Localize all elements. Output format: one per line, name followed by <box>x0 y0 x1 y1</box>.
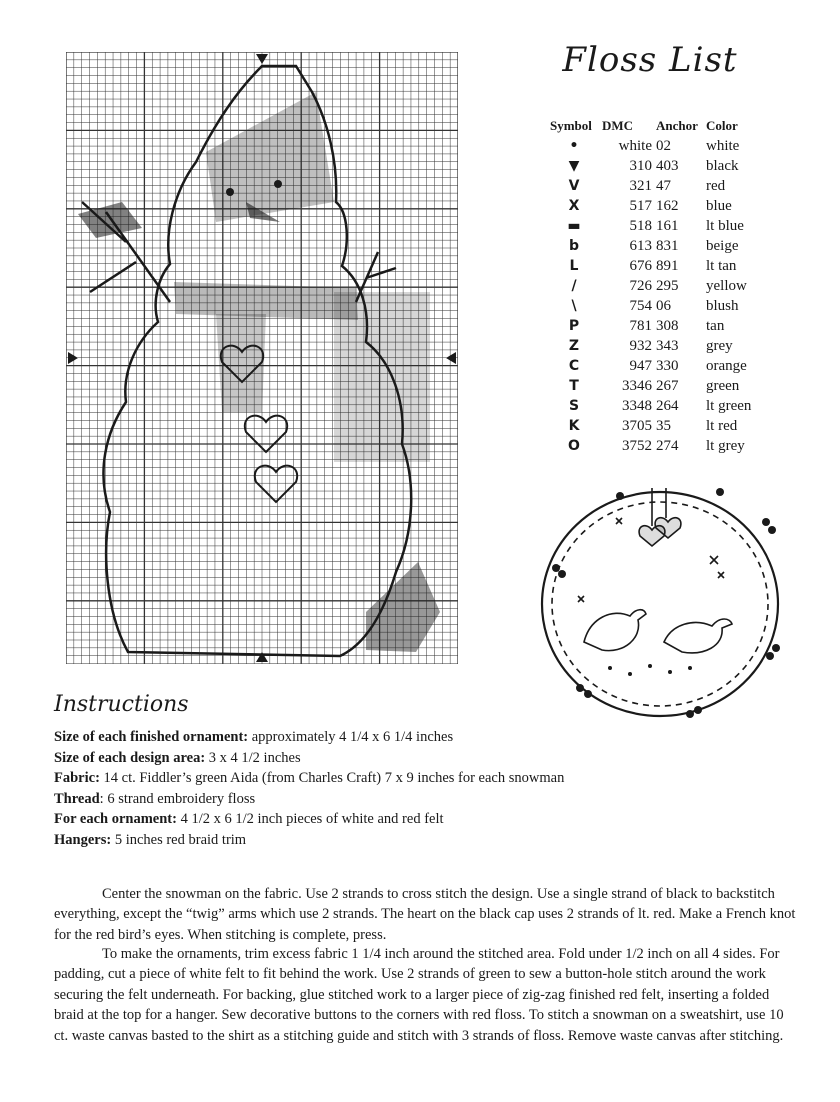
floss-dmc: 3705 <box>622 418 652 434</box>
floss-symbol: / <box>571 278 577 294</box>
floss-dmc: 676 <box>629 258 652 274</box>
floss-color: grey <box>706 338 733 354</box>
floss-color: blush <box>706 298 739 314</box>
floss-row <box>550 136 755 156</box>
instructions-paragraph-2: To make the ornaments, trim excess fabric 1 1/4 inch around the stitched area. Fold under 1/2 inch on all 4 sides. For padding, cut a piece of white felt to fit behind the work. Use 2 strands of green to sew a button-hole stitch around the work securing the felt underneath. For backing, glue stitched work to a larger piece of zig-zag finished red felt, inserting a folded braid at the top for a hanger. Sew decorative buttons to the corners with red floss. To stitch a snowman on a sweatshirt, use 10 ct. waste canvas basted to the shirt as a stitching guide and stitch with 3 strands of floss. Remove waste canvas after stitching. <box>54 945 784 1044</box>
floss-anchor: 403 <box>656 158 679 174</box>
floss-anchor: 891 <box>656 258 679 274</box>
floss-row <box>550 376 755 396</box>
floss-row <box>550 416 755 436</box>
floss-row <box>550 176 755 196</box>
floss-color: white <box>706 138 740 154</box>
floss-symbol: P <box>568 318 580 334</box>
floss-symbol: ▼ <box>568 158 580 174</box>
floss-dmc: 613 <box>629 238 652 254</box>
floss-row <box>550 256 755 276</box>
floss-dmc: 321 <box>629 178 652 194</box>
header-dmc: DMC <box>602 118 634 133</box>
floss-row <box>550 396 755 416</box>
floss-dmc: white <box>618 138 652 154</box>
floss-symbol: V <box>568 178 580 194</box>
instructions-paragraph-1: Center the snowman on the fabric. Use 2 strands to cross stitch the design. Use a single strand of black to backstitch everything, except the “twig” arms which use 2 strands. The heart on the black cap uses 2 strands of lt. red. Make a French knot for the red bird’s eyes. When stitching is complete, press. <box>54 885 796 943</box>
floss-header-row <box>550 118 755 136</box>
floss-dmc: 3752 <box>622 438 652 454</box>
header-color: Color <box>706 118 738 133</box>
floss-dmc: 517 <box>629 198 652 214</box>
floss-anchor: 343 <box>656 338 679 354</box>
floss-color: beige <box>706 238 739 254</box>
spec-finished-size: Size of each finished ornament: approximately 4 1/4 x 6 1/4 inches <box>54 729 454 745</box>
header-anchor: Anchor <box>656 118 698 133</box>
floss-dmc: 3346 <box>622 378 652 394</box>
floss-symbol: ▬ <box>567 218 581 234</box>
floss-color: lt green <box>706 398 752 414</box>
floss-dmc: 947 <box>629 358 652 374</box>
floss-anchor: 267 <box>656 378 679 394</box>
floss-symbol: X <box>568 198 580 214</box>
floss-color: blue <box>706 198 732 214</box>
floss-anchor: 264 <box>656 398 679 414</box>
floss-anchor: 47 <box>656 178 671 194</box>
floss-dmc: 781 <box>629 318 652 334</box>
floss-dmc: 726 <box>629 278 652 294</box>
spec-hangers: Hangers: 5 inches red braid trim <box>54 831 247 848</box>
floss-color: lt tan <box>706 258 737 274</box>
floss-row <box>550 196 755 216</box>
floss-symbol: O <box>568 438 580 454</box>
floss-symbol: b <box>568 238 580 254</box>
floss-dmc: 518 <box>629 218 652 234</box>
cross-stitch-chart <box>66 52 458 664</box>
floss-row <box>550 316 755 336</box>
floss-symbol: T <box>569 378 579 394</box>
floss-anchor: 35 <box>656 418 671 434</box>
floss-anchor: 330 <box>656 358 679 374</box>
floss-color: lt red <box>706 418 738 434</box>
instructions-title: Instructions <box>54 692 189 717</box>
snowman-pattern <box>78 66 440 656</box>
floss-row <box>550 356 755 376</box>
floss-anchor: 162 <box>656 198 679 214</box>
floss-symbol: K <box>568 418 580 434</box>
spec-thread: Thread: 6 strand embroidery floss <box>54 790 256 807</box>
floss-row <box>550 276 755 296</box>
floss-row <box>550 236 755 256</box>
floss-dmc: 754 <box>629 298 652 314</box>
spec-ornament: For each ornament: 4 1/2 x 6 1/2 inch pieces of white and red felt <box>54 811 444 827</box>
floss-anchor: 06 <box>656 298 671 314</box>
header-symbol: Symbol <box>550 118 592 133</box>
spec-fabric: Fabric: 14 ct. Fiddler’s green Aida (from Charles Craft) 7 x 9 inches for each snowman <box>54 770 565 786</box>
floss-symbol: \ <box>571 298 577 314</box>
floss-symbol: L <box>569 258 579 274</box>
floss-anchor: 831 <box>656 238 679 254</box>
floss-anchor: 02 <box>656 138 671 154</box>
floss-symbol: Z <box>568 338 580 354</box>
floss-symbol: • <box>569 138 579 154</box>
floss-list-title: Floss List <box>562 40 738 80</box>
floss-symbol: S <box>568 398 580 414</box>
floss-symbol: C <box>568 358 580 374</box>
floss-anchor: 274 <box>656 438 679 454</box>
floss-color: lt blue <box>706 218 744 234</box>
floss-row <box>550 436 755 456</box>
floss-color: orange <box>706 358 747 374</box>
floss-row <box>550 296 755 316</box>
materials-list <box>54 727 564 850</box>
floss-color: green <box>706 378 740 394</box>
floss-anchor: 161 <box>656 218 679 234</box>
floss-dmc: 932 <box>629 338 652 354</box>
floss-table <box>550 118 755 456</box>
spec-design-area: Size of each design area: 3 x 4 1/2 inches <box>54 749 301 766</box>
floss-dmc: 3348 <box>622 398 652 414</box>
holly-wreath-birds-illustration <box>520 478 800 734</box>
floss-color: tan <box>706 318 725 334</box>
floss-dmc: 310 <box>629 158 652 174</box>
floss-color: yellow <box>706 278 747 294</box>
floss-row <box>550 216 755 236</box>
floss-color: black <box>706 158 739 174</box>
floss-color: lt grey <box>706 438 745 454</box>
floss-anchor: 295 <box>656 278 679 294</box>
floss-anchor: 308 <box>656 318 679 334</box>
floss-row <box>550 336 755 356</box>
floss-row <box>550 156 755 176</box>
floss-color: red <box>706 178 726 194</box>
